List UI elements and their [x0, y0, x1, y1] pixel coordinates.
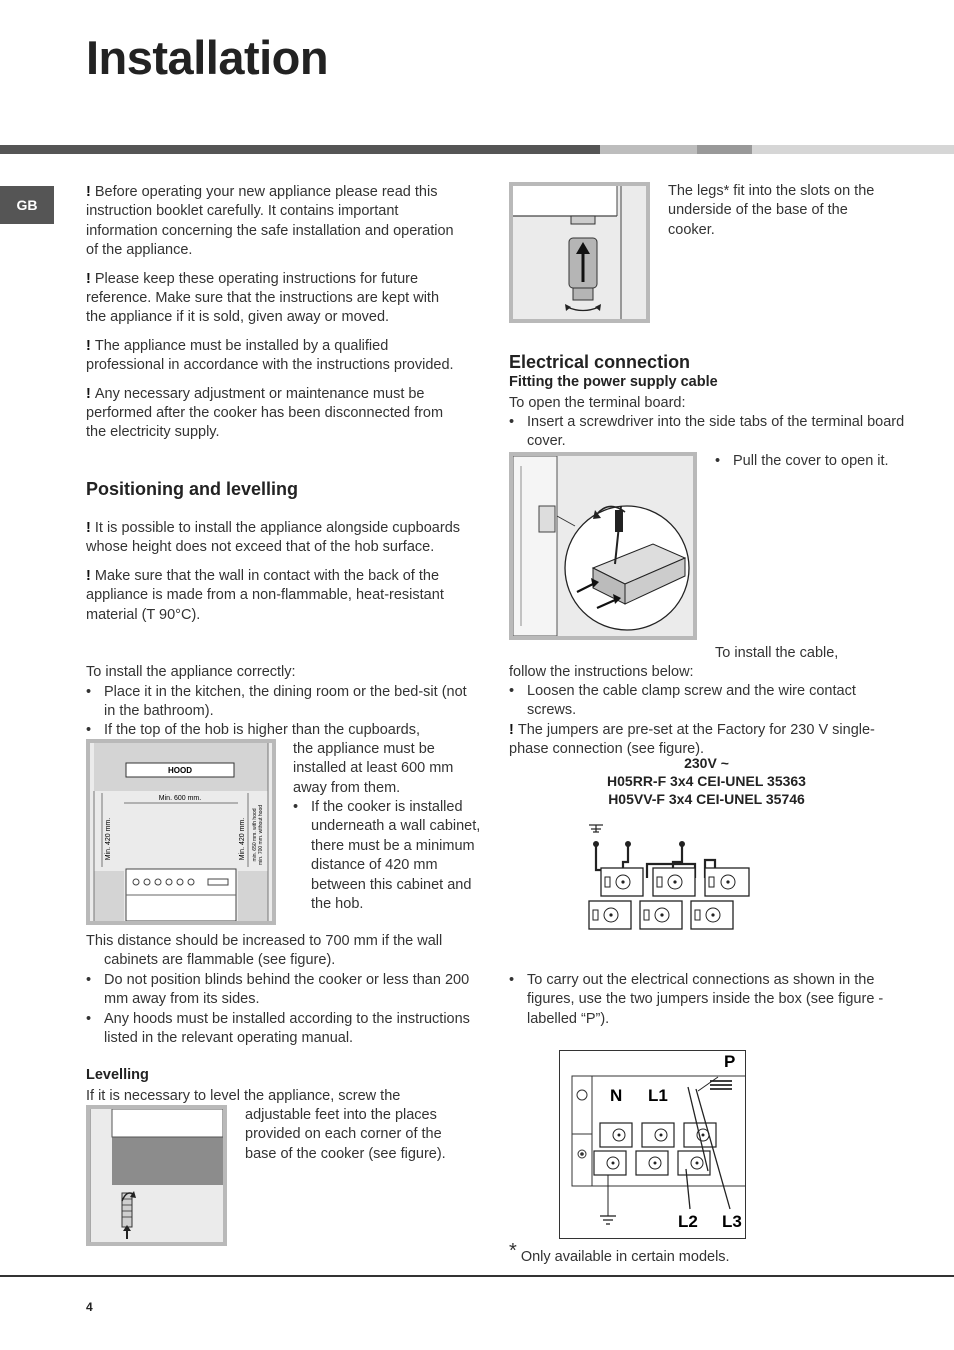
positioning-note: ! Make sure that the wall in contact with the back of the appliance is made from a non-flammable, heat-resistant material (T 90°C).: [86, 567, 444, 623]
electrical-bullet: • To carry out the electrical connections as shown in the figures, use the two jumpers inside the box (see figure - labelled “P”).: [509, 971, 909, 1029]
hood-distance-drawing: [90, 743, 272, 921]
positioning-bullet: • If the cooker is installed underneath a wall cabinet, there must be a minimum distance of 420 mm between this cabinet and the hob.: [293, 798, 481, 914]
positioning-bullet-tail: cabinets are flammable (see figure).: [104, 952, 336, 968]
positioning-bullet: • Place it in the kitchen, the dining room or the bed-sit (not in the bathroom).: [86, 683, 480, 722]
ground-icon: [600, 1216, 616, 1224]
positioning-bullet: • Any hoods must be installed according to the instructions listed in the relevant operating manual.: [86, 1010, 482, 1049]
intro-note: ! Please keep these operating instructions for future reference. Make sure that the instructions are kept with the appliance if it is sold, given away or moved.: [86, 270, 440, 326]
page-number: 4: [86, 1300, 93, 1314]
levelling-text: If it is necessary to level the appliance, screw the: [86, 1088, 401, 1104]
positioning-bullet: • If the top of the hob is higher than the cupboards,: [86, 721, 480, 740]
header-bar-light: [600, 145, 697, 154]
cable-spec-vv: H05VV-F 3x4 CEI-UNEL 35746: [608, 791, 805, 807]
legs-figure: [509, 182, 650, 323]
terminal-board-figure: [509, 452, 697, 640]
ground-icon: [589, 825, 603, 832]
positioning-bullet-tail: This distance should be increased to 700 mm if the wall: [86, 933, 443, 949]
label-p: P: [724, 1052, 736, 1071]
electrical-jumpers-note: ! The jumpers are pre-set at the Factory for 230 V single-phase connection (see figure).: [509, 722, 875, 758]
positioning-heading: Positioning and levelling: [86, 479, 299, 499]
footnote: [509, 1240, 730, 1263]
language-tab: GB: [0, 186, 54, 224]
footer-rule: [0, 1275, 954, 1277]
intro-notes: [86, 183, 461, 452]
legs-drawing: [513, 186, 646, 319]
positioning-bullet-continued: the appliance must be installed at least 600 mm away from them.: [293, 741, 454, 796]
cable-spec-voltage: 230V ~: [684, 755, 729, 771]
label-n: N: [610, 1086, 623, 1105]
electrical-heading: Electrical connection: [509, 352, 691, 372]
electrical-install-lead-continued: follow the instructions below:: [509, 664, 694, 680]
footnote-text: Only available in certain models.: [520, 1249, 730, 1265]
jumper-box-figure: [559, 1050, 746, 1239]
footnote-star: *: [509, 1240, 517, 1262]
without-hood-label: min. 700 mm. without hood: [258, 804, 264, 866]
intro-note: ! Any necessary adjustment or maintenance must be performed after the cooker has been disconnected from the electricity supply.: [86, 385, 444, 441]
label-l3: L3: [722, 1212, 742, 1231]
levelling-figure: [86, 1105, 227, 1246]
label-l2: L2: [678, 1212, 698, 1231]
intro-note: ! Before operating your new appliance please read this instruction booklet carefully. It contains important information concerning the safe installation and operation of the appliance.: [86, 184, 454, 259]
hood-label: HOOD: [168, 766, 192, 775]
electrical-open-lead: To open the terminal board:: [509, 395, 686, 411]
cable-spec: [509, 754, 904, 808]
electrical-bullet: • Loosen the cable clamp screw and the wire contact screws.: [509, 682, 907, 721]
positioning-note: ! It is possible to install the appliance alongside cupboards whose height does not exceed that of the hob surface.: [86, 520, 461, 556]
header-bar-dark: [0, 145, 600, 154]
hood-distance-figure: [86, 739, 276, 925]
positioning-lead: To install the appliance correctly:: [86, 664, 296, 680]
electrical-bullet: • Pull the cover to open it.: [715, 452, 893, 471]
legs-text: The legs* fit into the slots on the underside of the base of the cooker.: [668, 183, 875, 238]
with-hood-label: min. 650 mm. with hood: [252, 808, 258, 862]
min-600-label: Min. 600 mm.: [158, 795, 202, 802]
positioning-bullet: • Do not position blinds behind the cooker or less than 200 mm away from its sides.: [86, 971, 482, 1010]
levelling-heading: Levelling: [86, 1067, 149, 1083]
jumper-box-drawing: [560, 1051, 745, 1238]
electrical-bullet: • Insert a screwdriver into the side tabs of the terminal board cover.: [509, 413, 907, 452]
min-420-right-label: Min. 420 mm.: [239, 817, 246, 861]
electrical-subheading: Fitting the power supply cable: [509, 374, 718, 390]
levelling-drawing: [90, 1109, 223, 1242]
electrical-install-lead: To install the cable,: [715, 645, 839, 661]
levelling-text-continued: adjustable feet into the places provided on each corner of the base of the cooker (see figure).: [245, 1107, 446, 1162]
cable-spec-rr: H05RR-F 3x4 CEI-UNEL 35363: [607, 773, 806, 789]
positioning-notes: [86, 519, 461, 634]
page-title: Installation: [86, 31, 329, 84]
label-l1: L1: [648, 1086, 668, 1105]
terminal-board-drawing: [513, 456, 693, 636]
header-bar-mid: [697, 145, 752, 154]
min-420-left-label: Min. 420 mm.: [105, 817, 112, 861]
intro-note: ! The appliance must be installed by a qualified professional in accordance with the instructions provided.: [86, 337, 454, 374]
single-phase-wiring-diagram: [585, 822, 760, 937]
header-bar-pale: [752, 145, 954, 154]
